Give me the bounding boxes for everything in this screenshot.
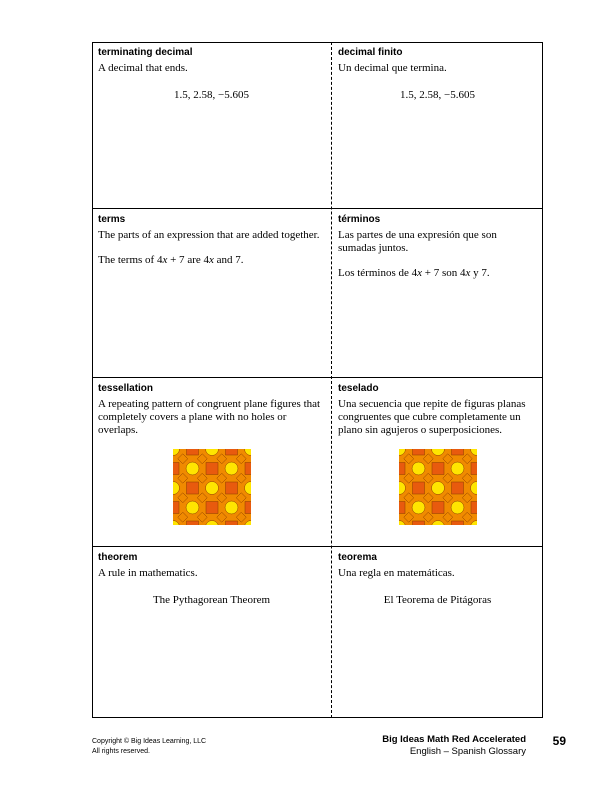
term-example: The terms of 4x + 7 are 4x and 7. [98,254,244,266]
tile-square [225,521,237,525]
tile-square [451,521,463,525]
term-definition: Un decimal que termina. [338,62,447,74]
glossary-subtitle: English – Spanish Glossary [409,746,526,757]
term-example: The Pythagorean Theorem [152,594,271,606]
term-definition: A rule in mathematics. [98,567,198,579]
tile-square [471,502,477,514]
tile-circle [431,482,444,495]
tile-square [451,449,463,455]
tile-square [173,502,179,514]
rights-line: All rights reserved. [92,748,150,755]
tile-square [245,463,251,475]
term-example: 1.5, 2.58, −5.605 [400,89,475,101]
tile-square [186,521,198,525]
glossary-entry-en [92,42,331,208]
term-title: terms [98,214,126,225]
copyright-line: Copyright © Big Ideas Learning, LLC [92,738,207,745]
tile-circle [225,501,238,514]
page-number: 59 [552,734,566,748]
tessellation-image [338,449,537,529]
tile-square [412,521,424,525]
term-example: 1.5, 2.58, −5.605 [174,89,249,101]
tile-circle [451,462,464,475]
term-title: theorem [98,552,138,563]
term-title: teselado [338,383,379,394]
book-info [382,734,526,758]
book-title: Big Ideas Math Red Accelerated [382,734,526,745]
tile-square [206,463,218,475]
term-title: teorema [338,552,377,563]
term-title: terminating decimal [98,47,193,58]
tile-square [206,502,218,514]
tessellation-pattern [399,449,477,525]
term-definition: Una regla en matemáticas. [338,567,455,579]
tile-square [412,449,424,455]
term-definition: The parts of an expression that are added together. [98,229,320,241]
tile-square [471,463,477,475]
term-title: decimal finito [338,47,403,58]
term-definition: Las partes de una expresión que son sumadas juntos. [338,229,497,254]
copyright-notice [92,737,206,757]
tile-square [399,502,405,514]
tile-circle [205,482,218,495]
tile-square [412,482,424,494]
term-definition: A decimal that ends. [98,62,188,74]
glossary-entry-es [332,547,543,718]
term-example: El Teorema de Pitágoras [383,594,492,606]
tile-square [432,463,444,475]
glossary-entry-es [332,42,543,208]
tile-circle [412,462,425,475]
tile-circle [451,501,464,514]
term-example: Los términos de 4x + 7 son 4x y 7. [338,267,490,279]
tile-square [399,463,405,475]
glossary-entry-es [332,378,543,546]
tile-square [186,482,198,494]
tile-square [225,449,237,455]
tile-circle [186,501,199,514]
tile-square [173,463,179,475]
glossary-entry-en [92,547,331,718]
glossary-entry-en [92,209,331,377]
tile-square [186,449,198,455]
tile-square [451,482,463,494]
tile-square [225,482,237,494]
tessellation-pattern [173,449,251,525]
tile-circle [225,462,238,475]
glossary-entry-es [332,209,543,377]
term-title: términos [338,214,381,225]
tile-circle [412,501,425,514]
term-title: tessellation [98,383,154,394]
tessellation-image [98,449,325,529]
tile-circle [186,462,199,475]
tile-square [432,502,444,514]
term-definition: A repeating pattern of congruent plane figures that completely covers a plane with no holes or overlaps. [98,398,321,436]
term-definition: Una secuencia que repite de figuras planas congruentes que cubre completamente un plano sin agujeros o superposiciones. [338,398,526,436]
glossary-entry-en [92,378,331,546]
tile-square [245,502,251,514]
